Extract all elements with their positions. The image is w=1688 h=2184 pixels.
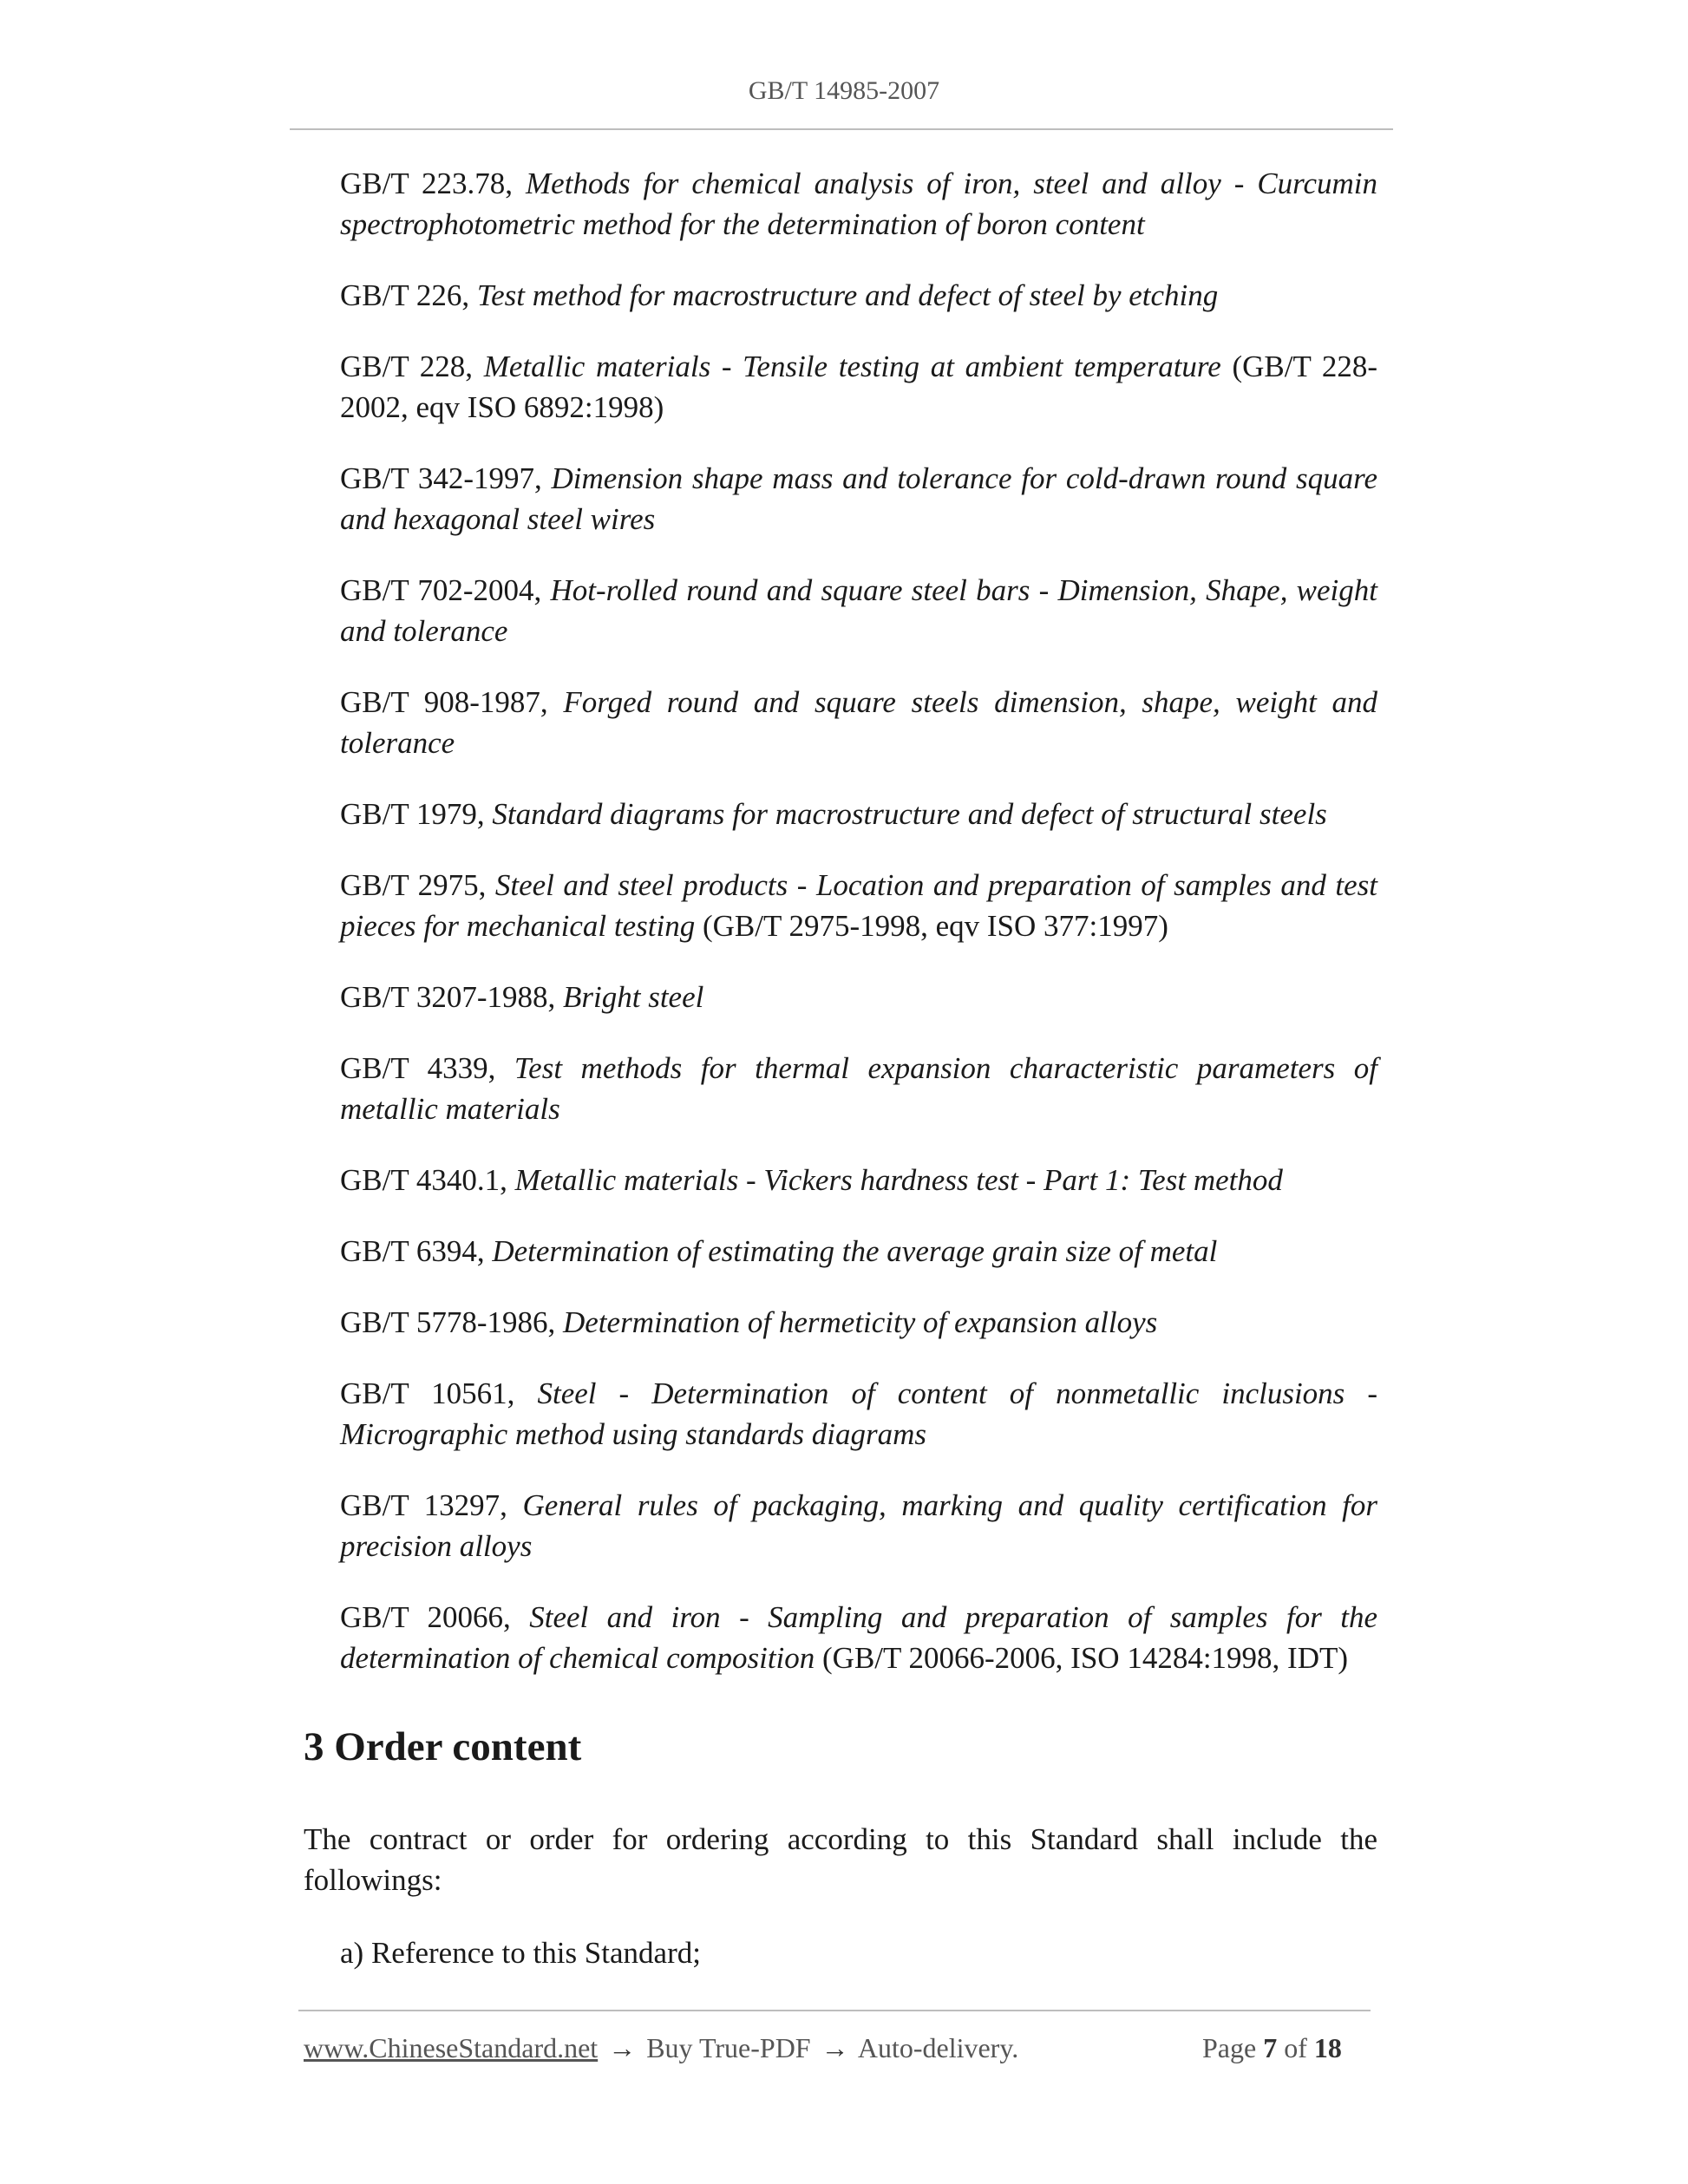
reference-item — [340, 346, 1377, 428]
reference-item — [340, 794, 1377, 834]
reference-title: Steel - Determination of content of nonmetallic inclusions - Micrographic method using standards diagrams — [340, 1376, 1378, 1451]
reference-item — [340, 1231, 1377, 1272]
arrow-right-icon: → — [821, 2032, 849, 2063]
reference-title: Metallic materials - Tensile testing at ambient temperature — [483, 350, 1221, 383]
reference-code: GB/T 10561, — [340, 1376, 515, 1410]
reference-title: Forged round and square steels dimension, shape, weight and tolerance — [340, 685, 1378, 760]
reference-title: Determination of hermeticity of expansion alloys — [563, 1305, 1158, 1339]
reference-note: (GB/T 20066-2006, ISO 14284:1998, IDT) — [822, 1641, 1349, 1675]
reference-code: GB/T 226, — [340, 278, 470, 312]
reference-title: Hot-rolled round and square steel bars - Dimension, Shape, weight and tolerance — [340, 573, 1378, 648]
footer-divider — [298, 2010, 1371, 2011]
reference-title: General rules of packaging, marking and quality certification for precision alloys — [340, 1488, 1378, 1563]
header-divider — [290, 128, 1393, 130]
auto-delivery-text: Auto-delivery. — [857, 2032, 1019, 2063]
reference-code: GB/T 908-1987, — [340, 685, 548, 719]
reference-code: GB/T 223.78, — [340, 167, 514, 200]
reference-item — [340, 1485, 1377, 1566]
reference-item — [340, 1373, 1377, 1455]
page-label: Page — [1202, 2032, 1257, 2063]
reference-title: Dimension shape mass and tolerance for cold-drawn round square and hexagonal steel wires — [340, 461, 1377, 536]
reference-code: GB/T 6394, — [340, 1234, 485, 1268]
reference-code: GB/T 4339, — [340, 1051, 496, 1085]
reference-title: Standard diagrams for macrostructure and defect of structural steels — [492, 797, 1327, 831]
reference-code: GB/T 1979, — [340, 797, 485, 831]
page-number: 7 — [1263, 2032, 1278, 2063]
reference-item — [340, 163, 1377, 245]
reference-item — [340, 1597, 1377, 1678]
reference-item — [340, 1302, 1377, 1343]
reference-code: GB/T 2975, — [340, 868, 487, 902]
reference-code: GB/T 342-1997, — [340, 461, 542, 495]
reference-title: Test methods for thermal expansion characteristic parameters of metallic materials — [340, 1051, 1378, 1126]
reference-item — [340, 865, 1377, 946]
reference-code: GB/T 3207-1988, — [340, 980, 556, 1014]
footer-promo — [304, 2032, 1018, 2064]
reference-item — [340, 570, 1377, 651]
page-header-doc-id: GB/T 14985-2007 — [748, 76, 940, 105]
normative-references-list — [340, 163, 1377, 1709]
site-link[interactable]: www.ChineseStandard.net — [304, 2032, 599, 2063]
reference-item — [340, 275, 1377, 316]
reference-item — [340, 977, 1377, 1017]
reference-title: Steel and iron - Sampling and preparation of samples for the determination of chemical composition — [340, 1600, 1378, 1675]
reference-note: (GB/T 228-2002, eqv ISO 6892:1998) — [340, 350, 1378, 424]
page-indicator — [1202, 2032, 1349, 2064]
arrow-right-icon: → — [608, 2032, 637, 2063]
reference-item — [340, 458, 1377, 539]
reference-code: GB/T 228, — [340, 350, 474, 383]
page-total: 18 — [1313, 2032, 1342, 2063]
reference-code: GB/T 20066, — [340, 1600, 511, 1634]
reference-note: (GB/T 2975-1998, eqv ISO 377:1997) — [702, 909, 1168, 943]
reference-item — [340, 1160, 1377, 1200]
reference-code: GB/T 13297, — [340, 1488, 507, 1522]
list-item: a) Reference to this Standard; — [340, 1936, 701, 1970]
reference-item — [340, 682, 1377, 763]
section-paragraph: The contract or order for ordering according to this Standard shall include the followings: — [304, 1822, 1377, 1897]
buy-pdf-text: Buy True-PDF — [646, 2032, 811, 2063]
reference-code: GB/T 4340.1, — [340, 1163, 507, 1197]
reference-title: Metallic materials - Vickers hardness test - Part 1: Test method — [514, 1163, 1283, 1197]
section-heading: 3 Order content — [304, 1724, 582, 1769]
reference-title: Steel and steel products - Location and preparation of samples and test pieces for mechanical testing — [340, 868, 1377, 943]
reference-code: GB/T 5778-1986, — [340, 1305, 556, 1339]
reference-title: Bright steel — [563, 980, 704, 1014]
of-label: of — [1284, 2032, 1307, 2063]
reference-title: Test method for macrostructure and defect of steel by etching — [476, 278, 1219, 312]
reference-title: Determination of estimating the average grain size of metal — [492, 1234, 1218, 1268]
reference-item — [340, 1048, 1377, 1129]
reference-title: Methods for chemical analysis of iron, steel and alloy - Curcumin spectrophotometric method for the determination of boron content — [340, 167, 1378, 241]
reference-code: GB/T 702-2004, — [340, 573, 542, 607]
